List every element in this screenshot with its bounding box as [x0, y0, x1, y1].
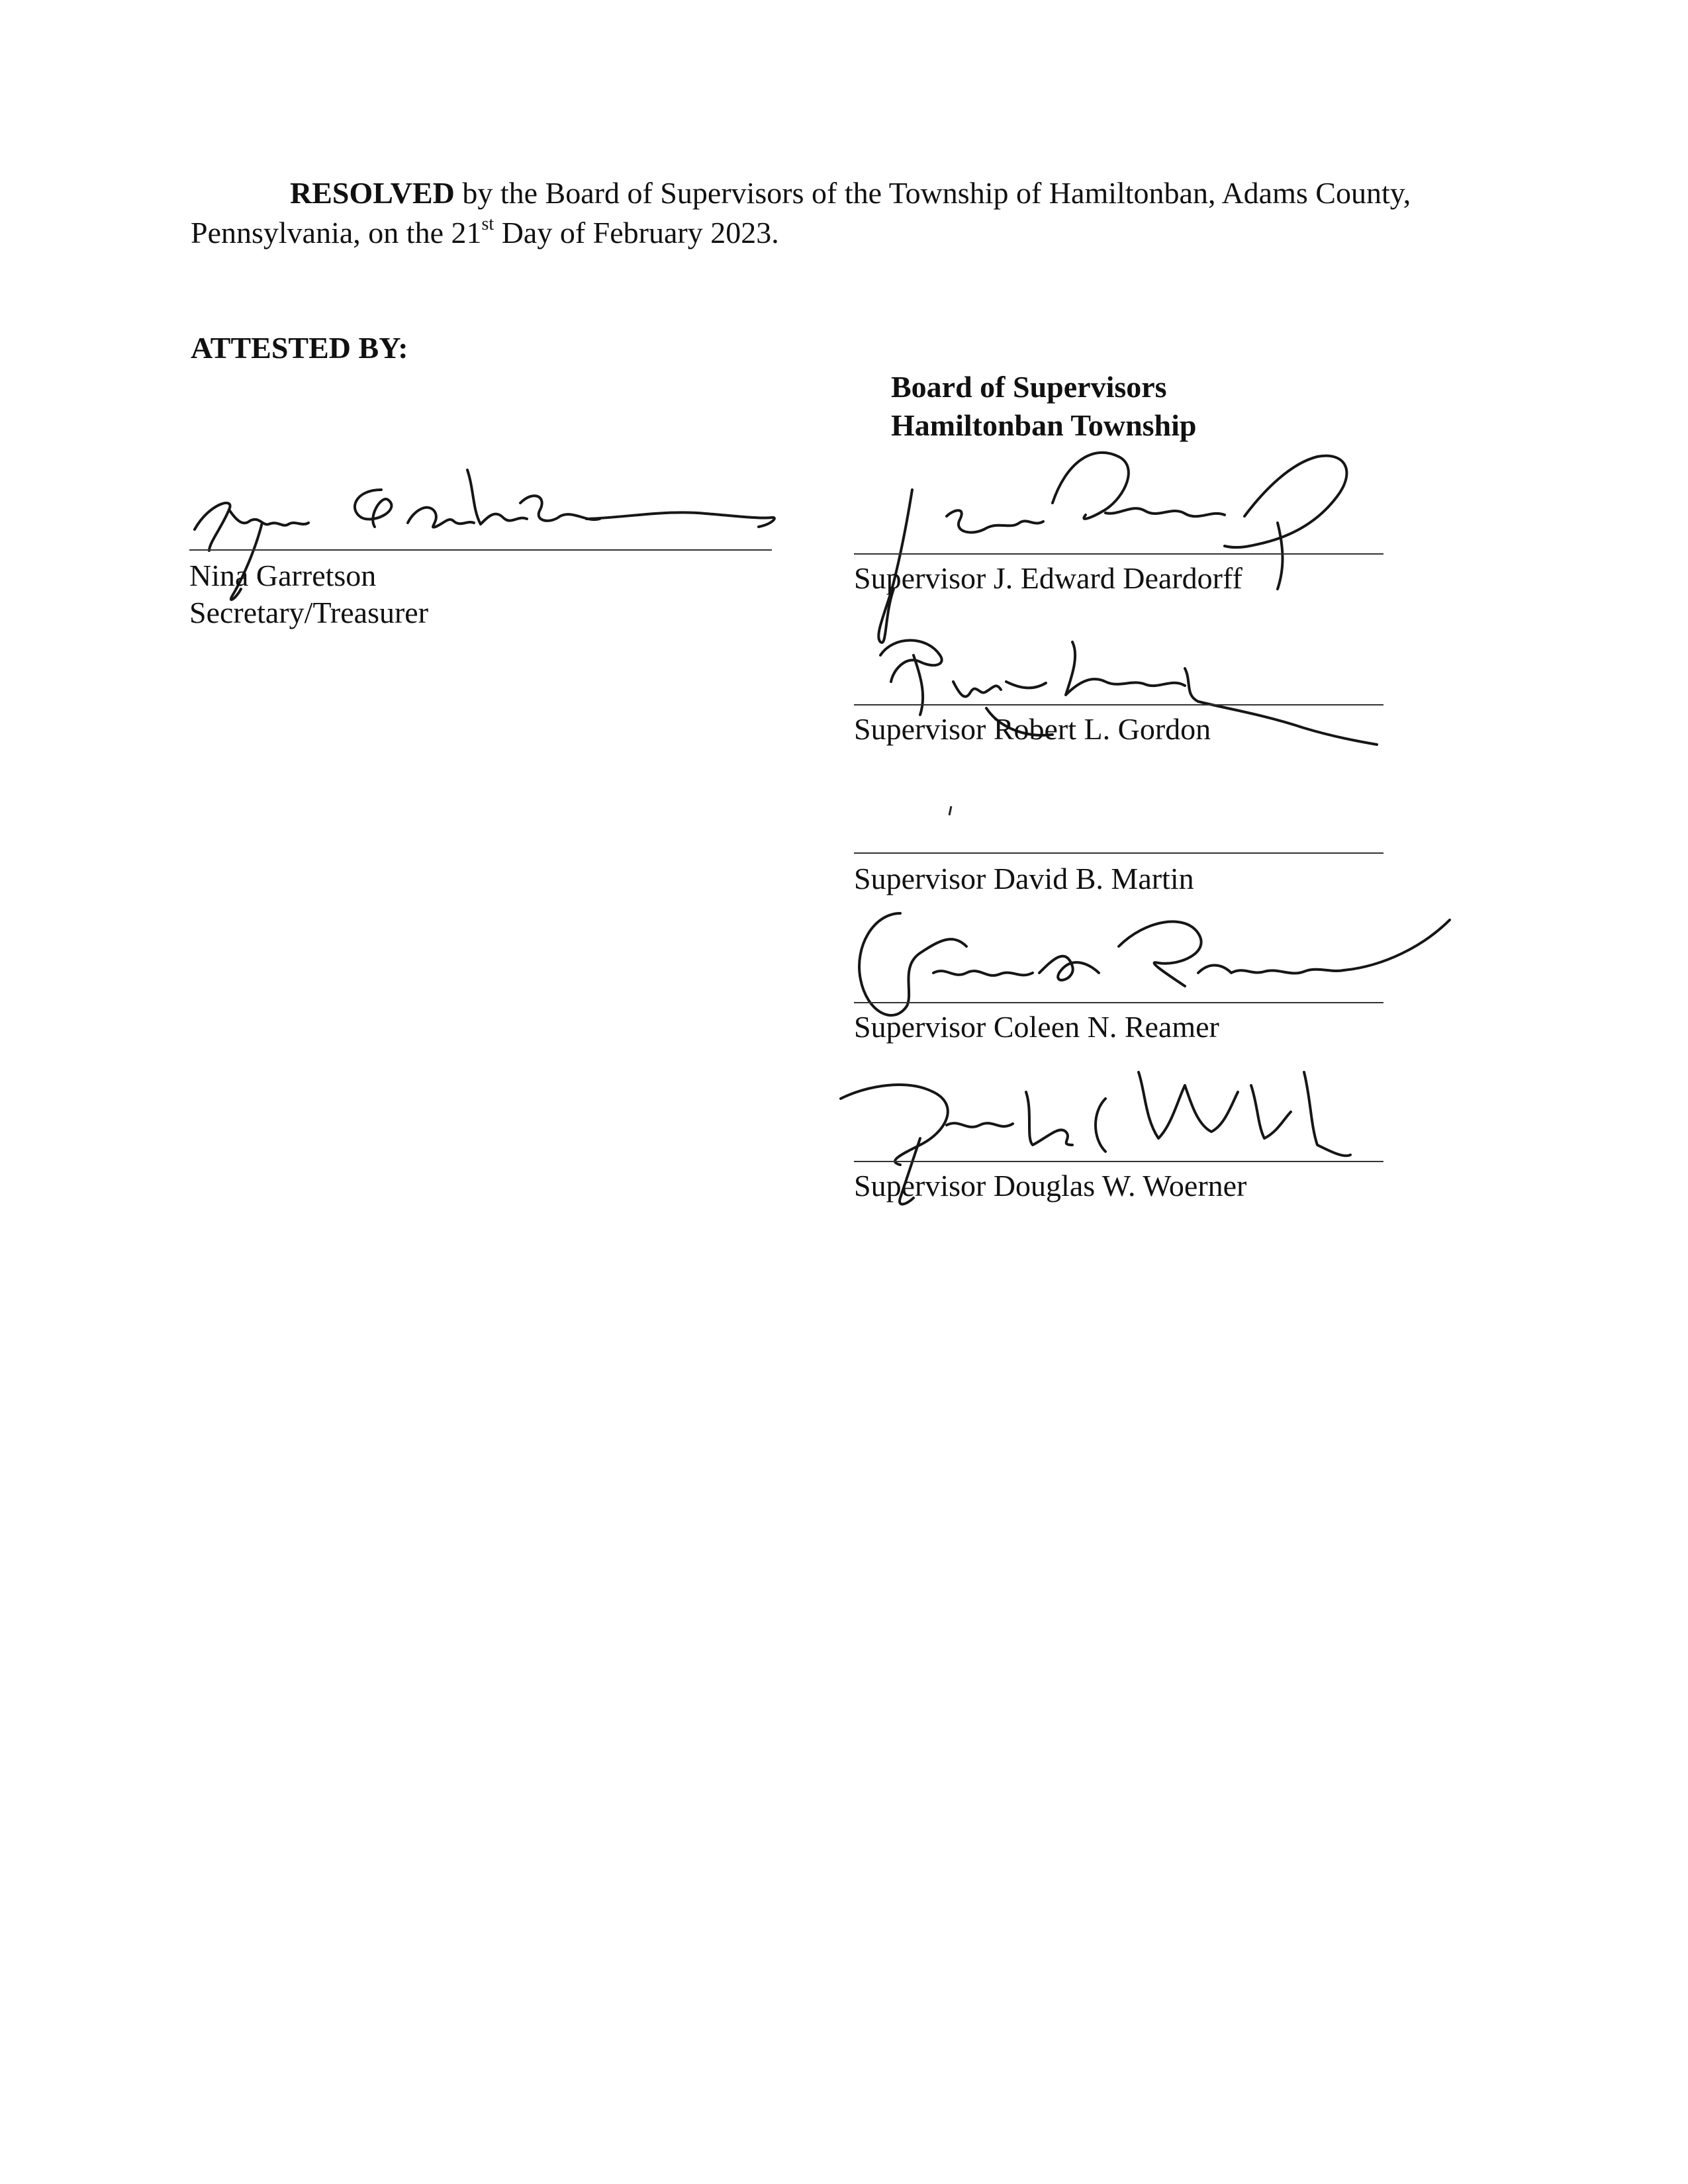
supervisor-woerner-label: Supervisor Douglas W. Woerner: [854, 1169, 1247, 1203]
secretary-title: Secretary/Treasurer: [189, 596, 429, 629]
board-heading: [891, 368, 1197, 445]
supervisor-deardorff-signature-line: [854, 553, 1383, 555]
supervisor-woerner-signature-line: [854, 1161, 1383, 1162]
resolved-keyword: RESOLVED: [290, 176, 455, 210]
supervisor-deardorff-signature-icon: [854, 437, 1423, 635]
supervisor-martin-signature-line: [854, 852, 1383, 854]
secretary-name: Nina Garretson: [189, 559, 377, 592]
secretary-signature-line: [189, 549, 772, 551]
supervisor-signature-block-deardorff: [854, 437, 1423, 635]
board-heading-line2: Hamiltonban Township: [891, 408, 1197, 442]
resolution-text-end: Day of February 2023.: [494, 216, 779, 250]
supervisor-signature-block-gordon: [854, 629, 1423, 801]
secretary-signature-block: [189, 463, 785, 635]
supervisor-gordon-label: Supervisor Robert L. Gordon: [854, 712, 1211, 746]
supervisor-reamer-signature-line: [854, 1002, 1383, 1003]
supervisor-gordon-signature-line: [854, 704, 1383, 705]
resolution-paragraph: [191, 173, 1448, 253]
supervisor-signature-block-woerner: [827, 1046, 1436, 1218]
supervisor-martin-label: Supervisor David B. Martin: [854, 862, 1194, 895]
date-ordinal-suffix: st: [481, 213, 494, 234]
resolution-text: by the Board of Supervisors of the Township of Hamiltonban, Adams County, Pennsylvania, on the 21: [191, 176, 1411, 250]
supervisor-signature-block-reamer: [854, 893, 1489, 1059]
board-heading-line1: Board of Supervisors: [891, 370, 1167, 404]
attested-by-heading: ATTESTED BY:: [191, 331, 408, 365]
supervisor-deardorff-label: Supervisor J. Edward Deardorff: [854, 561, 1243, 595]
supervisor-reamer-label: Supervisor Coleen N. Reamer: [854, 1010, 1219, 1044]
